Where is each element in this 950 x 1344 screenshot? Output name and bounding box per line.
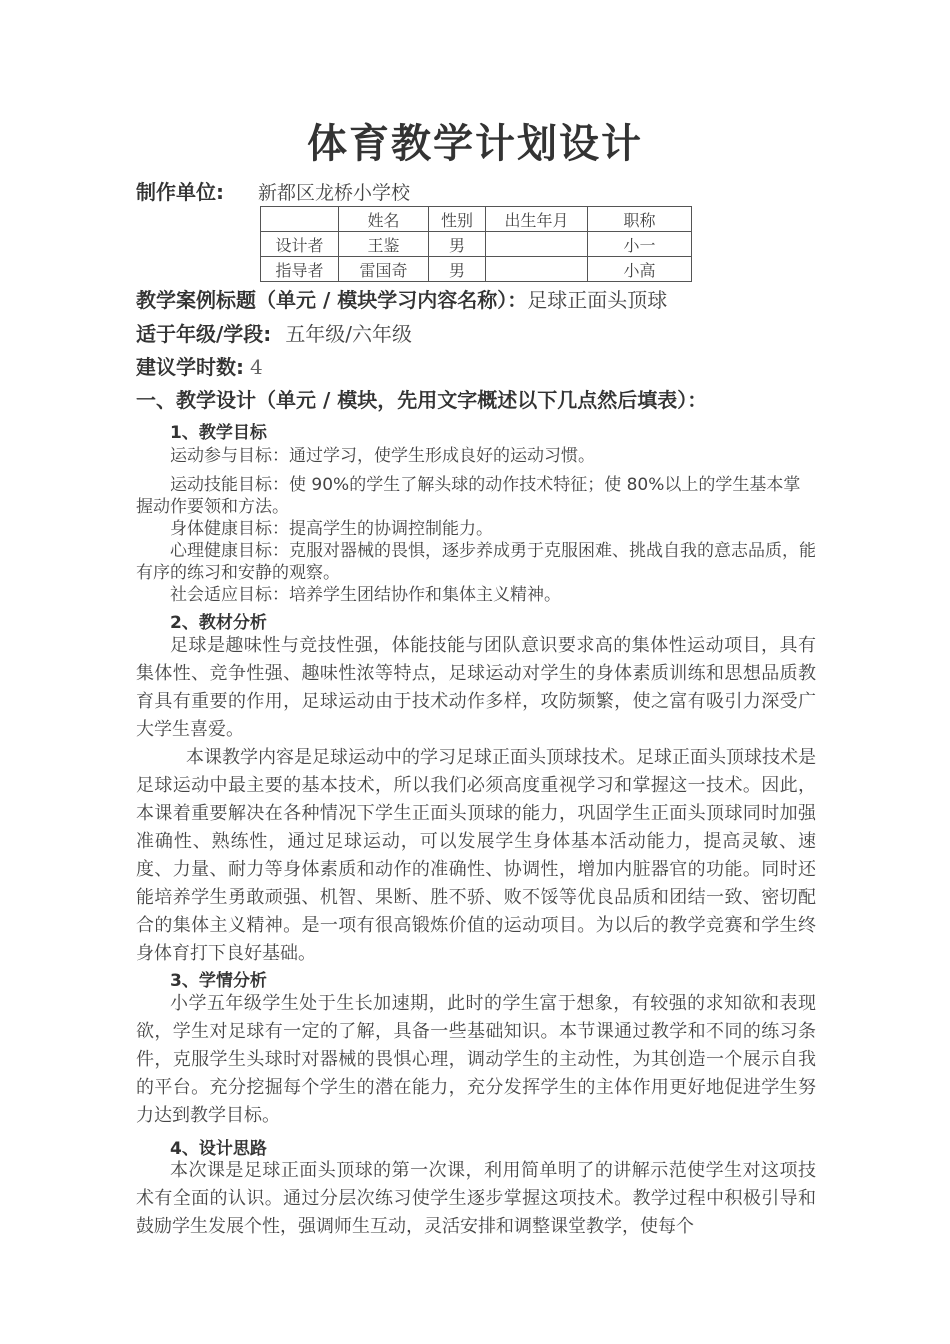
case-title-label: 教学案例标题（单元 / 模块学习内容名称）： <box>136 288 528 312</box>
goals-heading: 1、教学目标 <box>170 423 267 443</box>
table-header-cell: 职称 <box>588 207 692 232</box>
staff-table <box>260 206 692 282</box>
goal-social: 社会适应目标：培养学生团结协作和集体主义精神。 <box>170 585 561 605</box>
table-cell: 小一 <box>588 232 692 257</box>
table-cell <box>486 257 588 282</box>
learners-paragraph: 小学五年级学生处于生长加速期，此时的学生富于想象，有较强的求知欲和表现欲，学生对足球有一定的了解，具备一些基础知识。本节课通过教学和不同的练习条件，克服学生头球时对器械的畏惧心理，调动学生的主动性，为其创造一个展示自我的平台。充分挖掘每个学生的潜在能力，充分发挥学生的主体作用更好地促进学生努力达到教学目标。 <box>136 993 816 1126</box>
goal-health: 身体健康目标：提高学生的协调控制能力。 <box>170 519 493 539</box>
table-cell: 雷国奇 <box>339 257 429 282</box>
table-header-cell: 出生年月 <box>486 207 588 232</box>
table-row <box>261 232 692 257</box>
goal-skill: 运动技能目标：使 90%的学生了解头球的动作技术特征；使 80%以上的学生基本掌握动作要领和方法。 <box>136 475 801 517</box>
design-paragraph: 本次课是足球正面头顶球的第一次课，利用简单明了的讲解示范使学生对这项技术有全面的认识。通过分层次练习使学生逐步掌握这项技术。教学过程中积极引导和鼓励学生发展个性，强调师生互动，灵活安排和调整课堂教学，使每个 <box>136 1160 816 1237</box>
material-paragraph-2: 本课教学内容是足球运动中的学习足球正面头顶球技术。足球正面头顶球技术是足球运动中最主要的基本技术，所以我们必须高度重视学习和掌握这一技术。因此，本课着重要解决在各种情况下学生正面头顶球的能力，巩固学生正面头顶球同时加强准确性、熟练性，通过足球运动，可以发展学生身体基本活动能力，提高灵敏、速度、力量、耐力等身体素质和动作的准确性、协调性，增加内脏器官的功能。同时还能培养学生勇敢顽强、机智、果断、胜不骄、败不馁等优良品质和团结一致、密切配合的集体主义精神。是一项有很高锻炼价值的运动项目。为以后的教学竞赛和学生终身体育打下良好基础。 <box>136 747 816 964</box>
table-cell: 男 <box>429 257 486 282</box>
table-header-cell: 性别 <box>429 207 486 232</box>
unit-label: 制作单位: <box>136 180 224 204</box>
table-cell: 王鉴 <box>339 232 429 257</box>
section-heading: 一、教学设计（单元 / 模块，先用文字概述以下几点然后填表）： <box>136 388 708 412</box>
material-paragraph-1: 足球是趣味性与竞技性强，体能技能与团队意识要求高的集体性运动项目，具有集体性、竞争性强、趣味性浓等特点，足球运动对学生的身体素质训练和思想品质教育具有重要的作用，足球运动由于技术动作多样，攻防频繁，使之富有吸引力深受广大学生喜爱。 <box>136 635 816 740</box>
table-cell: 设计者 <box>261 232 339 257</box>
unit-line <box>136 176 410 205</box>
case-title-value: 足球正面头顶球 <box>527 288 668 312</box>
hours-line <box>136 351 263 380</box>
table-header-cell: 姓名 <box>339 207 429 232</box>
table-cell <box>486 232 588 257</box>
table-cell: 小高 <box>588 257 692 282</box>
grade-value: 五年级/六年级 <box>285 322 413 346</box>
table-cell: 指导者 <box>261 257 339 282</box>
case-title-line <box>136 284 667 313</box>
table-cell: 男 <box>429 232 486 257</box>
goal-participation: 运动参与目标：通过学习，使学生形成良好的运动习惯。 <box>170 446 595 466</box>
hours-value: 4 <box>250 355 263 379</box>
table-header-row <box>261 207 692 232</box>
hours-label: 建议学时数: <box>136 355 244 379</box>
goal-mental: 心理健康目标：克服对器械的畏惧，逐步养成勇于克服困难、挑战自我的意志品质，能有序的练习和安静的观察。 <box>136 541 816 583</box>
design-heading: 4、设计思路 <box>170 1139 267 1159</box>
learners-heading: 3、学情分析 <box>170 971 267 991</box>
table-header-cell <box>261 207 339 232</box>
material-heading: 2、教材分析 <box>170 613 267 633</box>
grade-line <box>136 318 412 347</box>
grade-label: 适于年级/学段: <box>136 322 272 346</box>
unit-value: 新都区龙桥小学校 <box>258 182 411 204</box>
document-title: 体育教学计划设计 <box>307 121 643 167</box>
table-row <box>261 257 692 282</box>
